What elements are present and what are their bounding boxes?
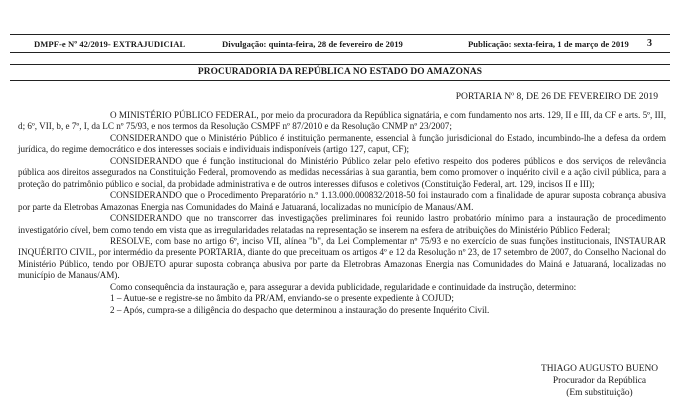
paragraph-considerando-2: CONSIDERANDO que é função institucional do Ministério Público zelar pelo efetivo respeito dos poderes públicos e dos serviços de relevância pública aos direitos assegurados na Constituição Federal, promovendo as medidas necessárias à sua garantia, bem como promover o inquérito civil e a ação civil pública, para a proteção do patrimônio público e social, da probidade administrativa e de outros interesses difusos e coletivos (Constituição Federal, art. 129, incisos II e III); [18, 155, 666, 189]
paragraph-preamble: O MINISTÉRIO PÚBLICO FEDERAL, por meio da procuradora da República signatária, e com fundamento nos arts. 129, II e III, da CF e arts. 5º, III, d; 6º, VII, b, e 7º, I, da LC nº 75/93, e nos termos da Resolução CSMPF nº 87/2010 e da Resolução CNMP nº 23/2007; [18, 110, 666, 132]
portaria-title: PORTARIA Nº 8, DE 26 DE FEVEREIRO DE 2019 [455, 91, 658, 102]
journal-header [10, 34, 670, 53]
paragraph-determino: Como consequência da instauração e, para assegurar a devida publicidade, regularidade e continuidade da instrução, determino: [110, 281, 577, 292]
list-item-1: 1 – Autue-se e registre-se no âmbito da PR/AM, enviando-se o presente expediente à COJUD; [110, 293, 454, 304]
signatory-role: Procurador da República [552, 376, 647, 386]
section-title: PROCURADORIA DA REPÚBLICA NO ESTADO DO AMAZONAS [10, 64, 670, 81]
journal-issue: DMPF-e Nº 42/2019- EXTRAJUDICIAL [34, 38, 186, 49]
signatory-name: THIAGO AUGUSTO BUENO [540, 364, 658, 374]
paragraph-resolve: RESOLVE, com base no artigo 6º, inciso VII, alínea "b", da Lei Complementar nº 75/93 e no exercício de suas funções institucionais, INSTAURAR INQUÉRITO CIVIL, por intermédio da presente PORTARIA, diante do que preceituam os artigos 4º e 12 da Resolução nº 23, de 17 setembro de 2007, do Conselho Nacional do Ministério Público, tendo por OBJETO apurar suposta cobrança abusiva por parte da Eletrobras Amazonas Energia nas Comunidades do Mainá e Jatuaraná, localizadas no município de Manaus/AM). [18, 235, 666, 281]
paragraph-considerando-3: CONSIDERANDO que o Procedimento Preparatório n.º 1.13.000.000832/2018-50 foi instaurado com a finalidade de apurar suposta cobrança abusiva por parte da Eletrobas Amazonas Energia nas Comunidades do Mainá e Jatuaraná, localizadas no município de Manaus/AM. [18, 190, 666, 212]
disclosure-date: Divulgação: quinta-feira, 28 de fevereiro de 2019 [222, 38, 403, 49]
document-body [18, 110, 666, 316]
page-number: 3 [646, 38, 652, 49]
paragraph-considerando-4: CONSIDERANDO que no transcorrer das investigações preliminares foi reunido lastro probatório mínimo para a instauração de procedimento investigatório cível, bem como tendo em vista que as irregularidades relatadas na representação se inserem na esfera de atribuições do Ministério Público Federal; [18, 213, 666, 235]
list-item-2: 2 – Após, cumpra-se a diligência do despacho que determinou a instauração do presente Inquérito Civil. [110, 304, 490, 315]
paragraph-considerando-1: CONSIDERANDO que o Ministério Público é instituição permanente, essencial à função jurisdicional do Estado, incumbindo-lhe a defesa da ordem jurídica, do regime democrático e dos interesses sociais e individuais indisponíveis (artigo 127, caput, CF); [18, 132, 666, 155]
signature-block [541, 363, 658, 399]
publication-date: Publicação: sexta-feira, 1 de março de 2019 [468, 38, 629, 49]
signatory-note: (Em substituição) [566, 388, 633, 398]
